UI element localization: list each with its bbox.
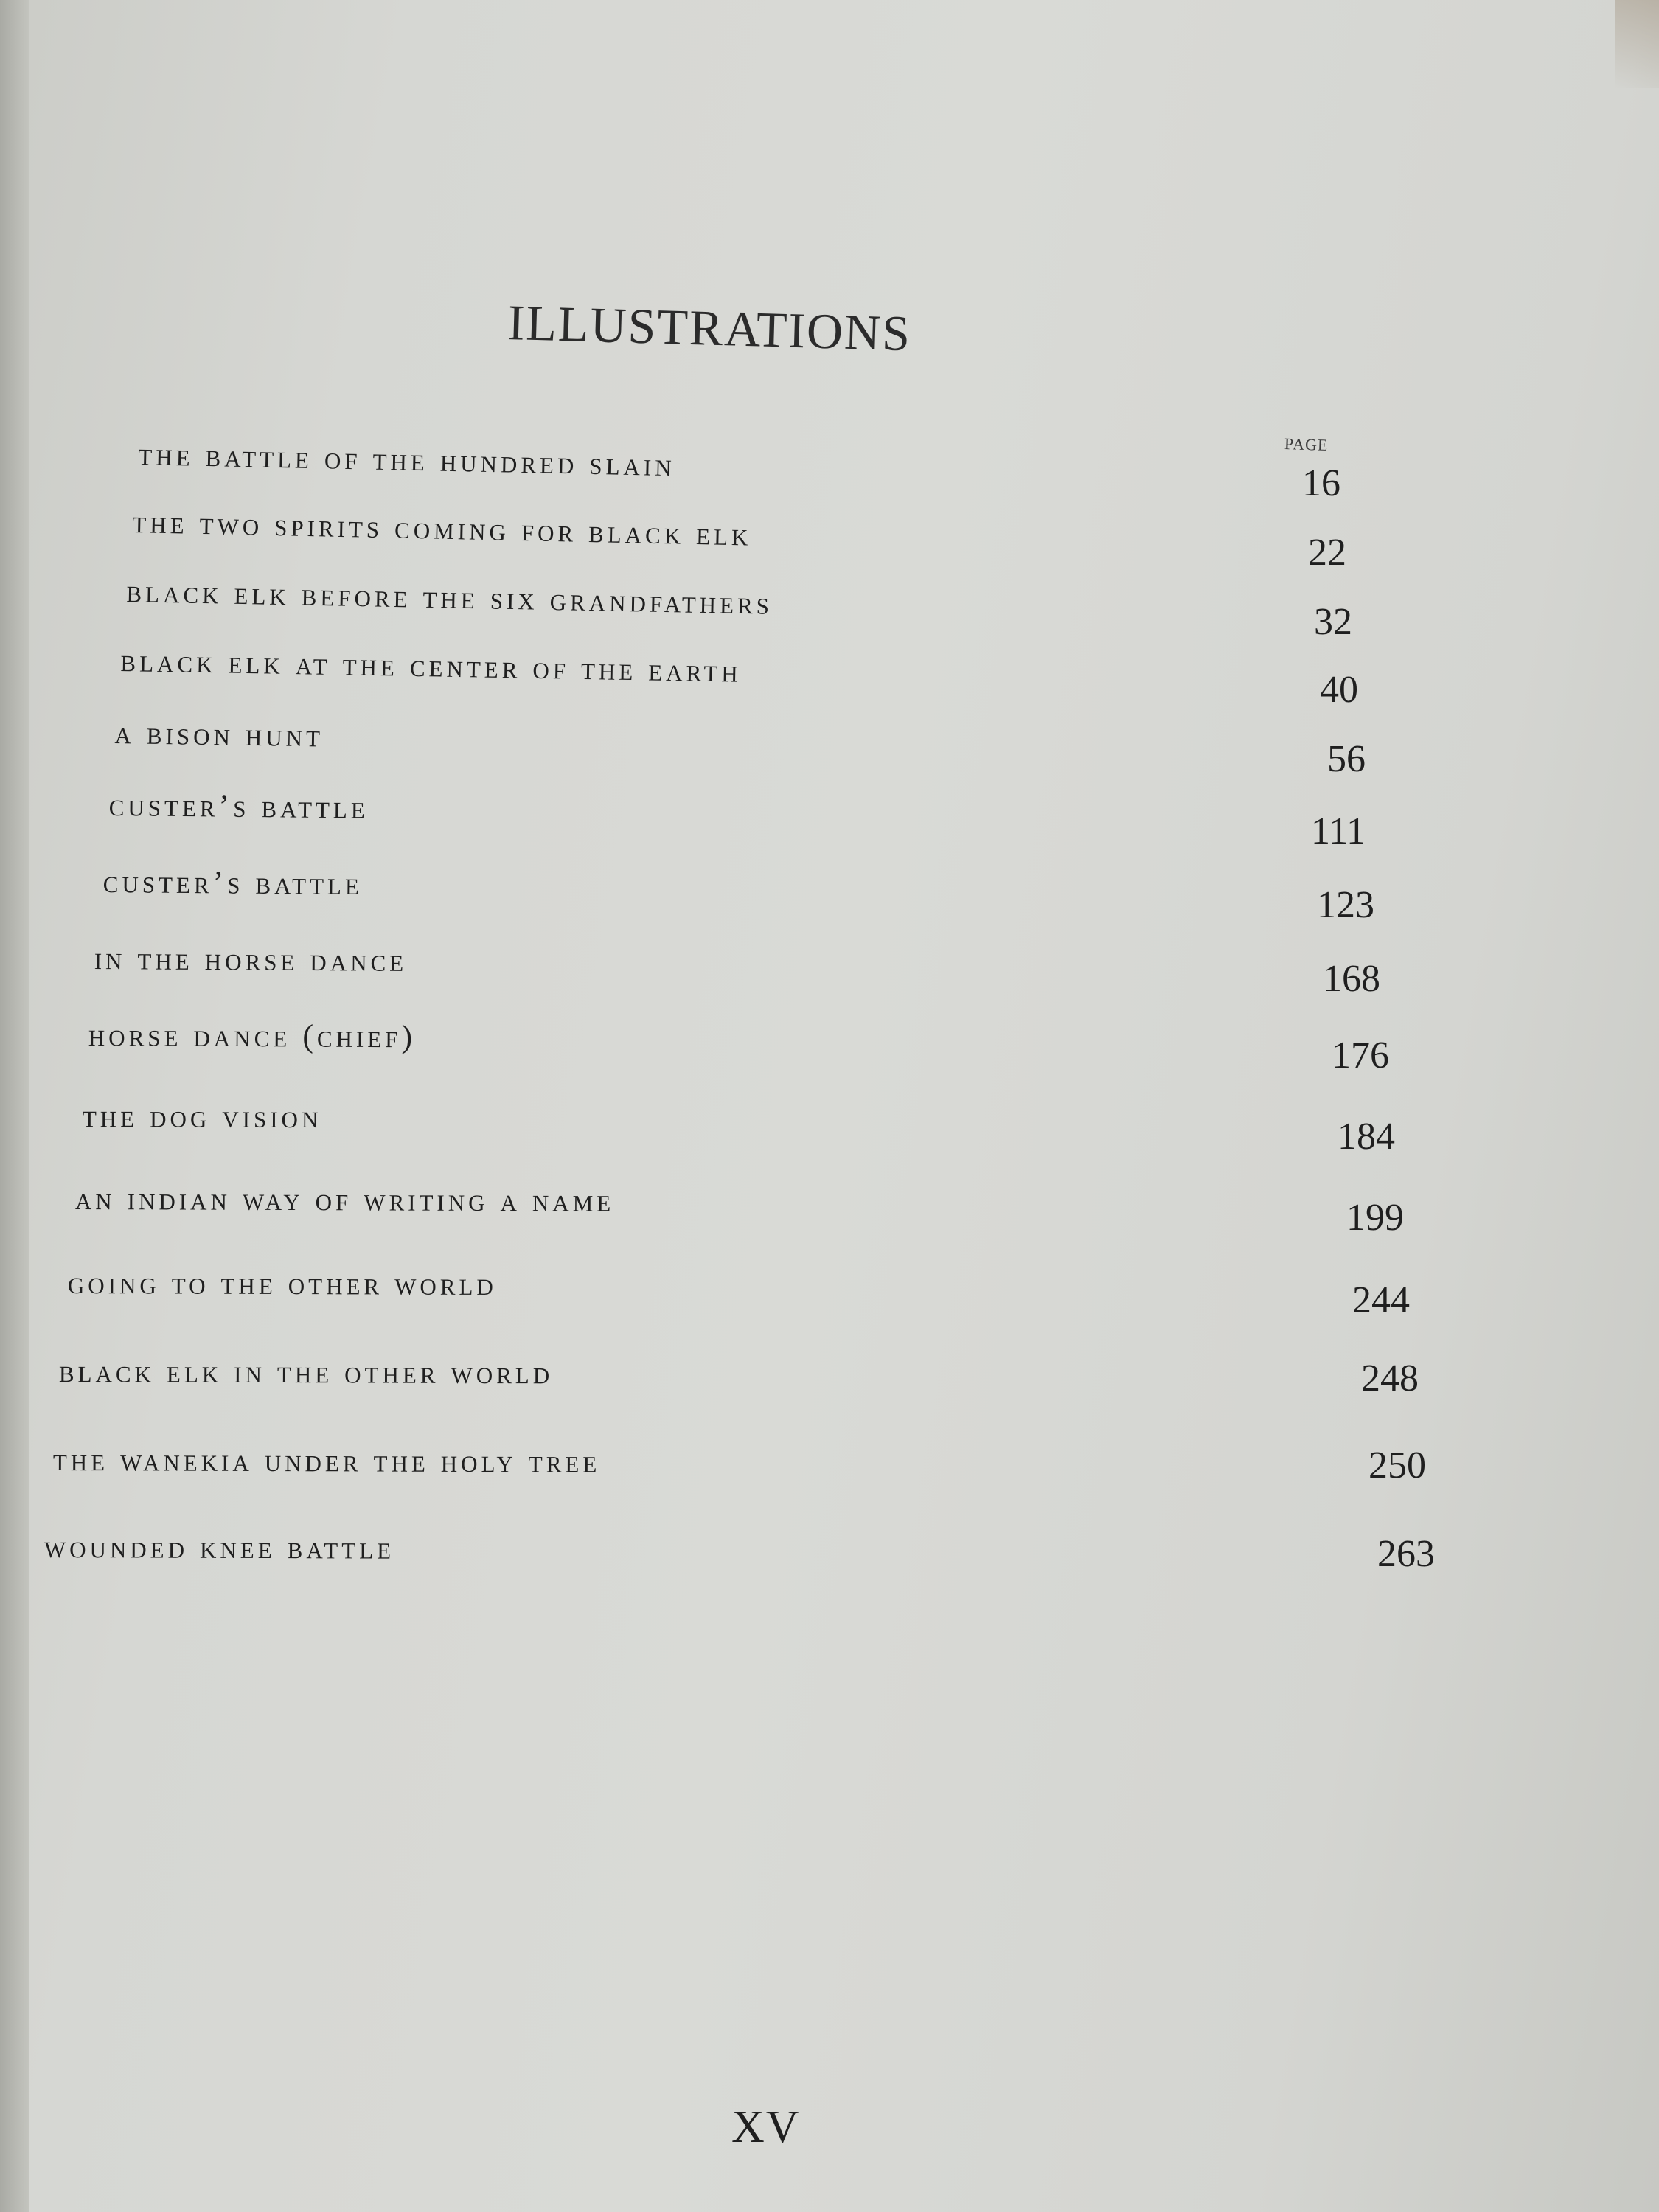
illustration-title: black elk in the other world	[58, 1353, 554, 1391]
illustration-title: custer’s battle	[108, 787, 369, 826]
illustration-title: going to the other world	[67, 1265, 497, 1303]
page-title: ILLUSTRATIONS	[507, 293, 913, 362]
illustration-page-number: 263	[1377, 1533, 1435, 1575]
illustration-title: an indian way of writing a name	[74, 1180, 615, 1219]
illustration-page-number: 250	[1368, 1444, 1426, 1486]
illustration-title: the wanekia under the holy tree	[52, 1441, 601, 1480]
illustration-page-number: 111	[1311, 810, 1366, 852]
illustration-page-number: 16	[1302, 462, 1340, 504]
illustration-title: custer’s battle	[102, 863, 364, 902]
illustration-page-number: 168	[1323, 958, 1380, 1000]
illustration-title: the battle of the hundred slain	[137, 435, 676, 484]
page-corner	[1615, 0, 1659, 88]
illustration-page-number: 22	[1308, 532, 1346, 574]
illustration-title: horse dance (chief)	[88, 1017, 417, 1055]
page-folio: XV	[731, 2102, 801, 2152]
illustration-page-number: 56	[1327, 738, 1366, 780]
illustration-title: black elk at the center of the earth	[120, 641, 742, 689]
illustration-page-number: 199	[1346, 1197, 1404, 1239]
illustration-title: in the horse dance	[94, 940, 408, 978]
illustration-page-number: 244	[1352, 1279, 1410, 1321]
page-column-label: PAGE	[1284, 434, 1329, 455]
illustration-title: a bison hunt	[114, 714, 324, 754]
illustration-page-number: 184	[1338, 1116, 1395, 1158]
illustration-title: the two spirits coming for black elk	[131, 503, 752, 553]
illustration-page-number: 40	[1320, 669, 1358, 711]
illustration-page-number: 176	[1332, 1034, 1389, 1077]
illustration-page-number: 248	[1361, 1357, 1419, 1399]
illustration-title: black elk before the six grandfathers	[126, 572, 773, 622]
illustration-title: wounded knee battle	[44, 1528, 395, 1566]
illustration-page-number: 123	[1317, 884, 1374, 926]
page-gutter-shadow	[0, 0, 29, 2212]
illustration-page-number: 32	[1314, 601, 1352, 643]
illustration-title: the dog vision	[82, 1098, 322, 1135]
